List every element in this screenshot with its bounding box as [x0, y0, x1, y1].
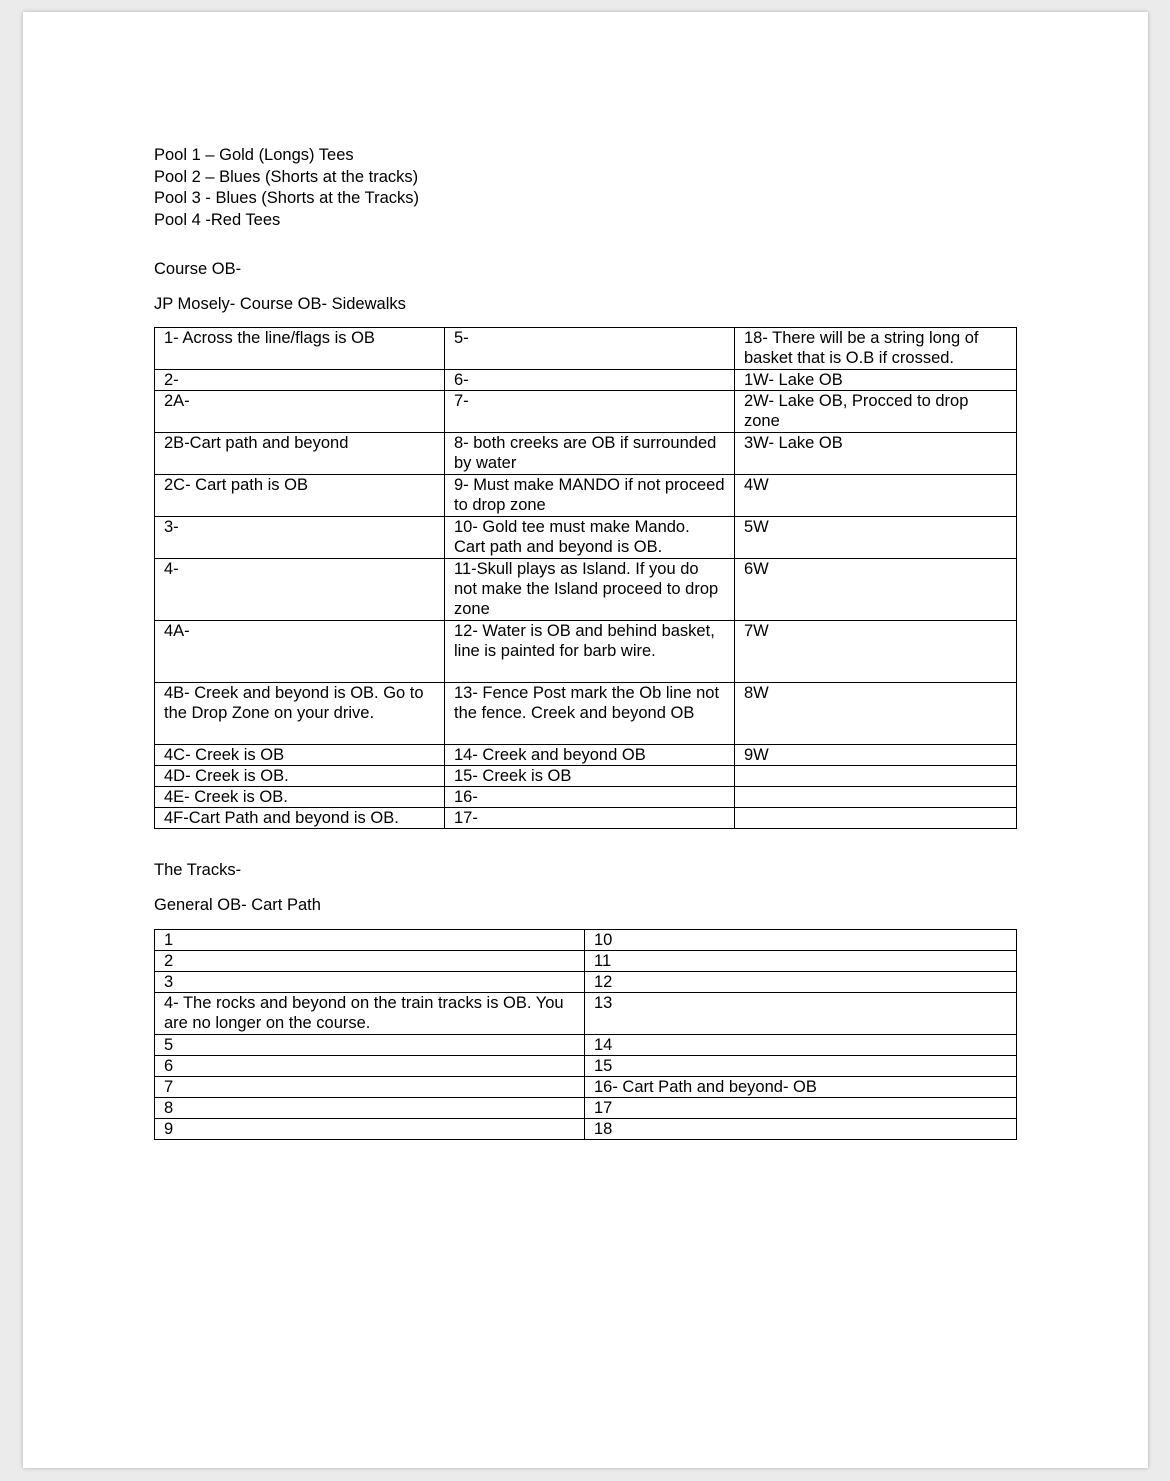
table-cell: 11-Skull plays as Island. If you do not make the Island proceed to drop zone [445, 559, 735, 621]
table-row [155, 745, 1017, 766]
table-row [155, 951, 1017, 972]
table-cell: 4F-Cart Path and beyond is OB. [155, 808, 445, 829]
table-cell: 2C- Cart path is OB [155, 475, 445, 517]
table-cell: 17 [585, 1098, 1017, 1119]
table-cell: 4W [735, 475, 1017, 517]
table-cell [735, 787, 1017, 808]
table-cell: 4- The rocks and beyond on the train tracks is OB. You are no longer on the course. [155, 993, 585, 1035]
table-row [155, 972, 1017, 993]
table-cell: 14- Creek and beyond OB [445, 745, 735, 766]
tracks-ob-table [154, 929, 1017, 1140]
table-cell: 13 [585, 993, 1017, 1035]
document-content [154, 145, 1016, 1138]
table-row [155, 433, 1017, 475]
table-cell: 7W [735, 621, 1017, 683]
general-ob-heading: General OB- Cart Path [154, 896, 321, 914]
table-cell: 2W- Lake OB, Procced to drop zone [735, 391, 1017, 433]
table-cell: 7- [445, 391, 735, 433]
table-cell: 6- [445, 370, 735, 391]
table-row [155, 391, 1017, 433]
table-cell [735, 808, 1017, 829]
table-cell: 9- Must make MANDO if not proceed to drop zone [445, 475, 735, 517]
table-cell: 8 [155, 1098, 585, 1119]
pool-list [154, 145, 1016, 231]
table-row [155, 328, 1017, 370]
table-cell: 5W [735, 517, 1017, 559]
table-row [155, 787, 1017, 808]
table-cell: 8- both creeks are OB if surrounded by water [445, 433, 735, 475]
table-cell: 6W [735, 559, 1017, 621]
table-cell: 4C- Creek is OB [155, 745, 445, 766]
table-cell: 9 [155, 1119, 585, 1140]
tracks-heading: The Tracks- [154, 861, 242, 879]
table-cell: 3W- Lake OB [735, 433, 1017, 475]
table-cell: 1W- Lake OB [735, 370, 1017, 391]
table-row [155, 1119, 1017, 1140]
table-cell: 5- [445, 328, 735, 370]
table-cell: 4A- [155, 621, 445, 683]
table-cell: 2A- [155, 391, 445, 433]
table-cell: 2- [155, 370, 445, 391]
table-cell: 6 [155, 1056, 585, 1077]
table-row [155, 808, 1017, 829]
table-cell: 7 [155, 1077, 585, 1098]
table-row [155, 1035, 1017, 1056]
table-row [155, 475, 1017, 517]
table-cell: 10 [585, 930, 1017, 951]
table-cell: 9W [735, 745, 1017, 766]
table-cell: 4D- Creek is OB. [155, 766, 445, 787]
table-cell: 18- There will be a string long of basket that is O.B if crossed. [735, 328, 1017, 370]
table-row [155, 1098, 1017, 1119]
pool-line: Pool 2 – Blues (Shorts at the tracks) [154, 167, 419, 186]
table-cell: 4E- Creek is OB. [155, 787, 445, 808]
table-row [155, 683, 1017, 745]
table-row [155, 370, 1017, 391]
table-cell: 3 [155, 972, 585, 993]
table-cell: 15- Creek is OB [445, 766, 735, 787]
table-cell: 16- [445, 787, 735, 808]
table-cell: 4B- Creek and beyond is OB. Go to the Drop Zone on your drive. [155, 683, 445, 745]
table-cell: 16- Cart Path and beyond- OB [585, 1077, 1017, 1098]
table-cell: 8W [735, 683, 1017, 745]
table-cell: 13- Fence Post mark the Ob line not the fence. Creek and beyond OB [445, 683, 735, 745]
table-cell: 3- [155, 517, 445, 559]
table-cell: 18 [585, 1119, 1017, 1140]
table-cell: 1- Across the line/flags is OB [155, 328, 445, 370]
pool-line: Pool 4 -Red Tees [154, 210, 281, 229]
table-cell: 2B-Cart path and beyond [155, 433, 445, 475]
table-row [155, 993, 1017, 1035]
table-cell: 11 [585, 951, 1017, 972]
jp-mosely-heading: JP Mosely- Course OB- Sidewalks [154, 295, 406, 313]
document-page [23, 12, 1148, 1468]
table-cell: 17- [445, 808, 735, 829]
pool-line: Pool 3 - Blues (Shorts at the Tracks) [154, 189, 420, 207]
table-cell: 1 [155, 930, 585, 951]
table-cell: 12 [585, 972, 1017, 993]
table-row [155, 621, 1017, 683]
table-cell: 14 [585, 1035, 1017, 1056]
pool-line: Pool 1 – Gold (Longs) Tees [154, 146, 354, 164]
table-cell: 4- [155, 559, 445, 621]
table-cell: 2 [155, 951, 585, 972]
course-ob-heading: Course OB- [154, 260, 242, 278]
table-cell: 12- Water is OB and behind basket, line is painted for barb wire. [445, 621, 735, 683]
table-row [155, 559, 1017, 621]
jp-mosely-ob-table [154, 327, 1017, 829]
table-cell: 10- Gold tee must make Mando. Cart path and beyond is OB. [445, 517, 735, 559]
table-row [155, 1077, 1017, 1098]
table-cell: 5 [155, 1035, 585, 1056]
table-row [155, 766, 1017, 787]
table-cell [735, 766, 1017, 787]
table-row [155, 1056, 1017, 1077]
table-row [155, 930, 1017, 951]
table-cell: 15 [585, 1056, 1017, 1077]
table-row [155, 517, 1017, 559]
